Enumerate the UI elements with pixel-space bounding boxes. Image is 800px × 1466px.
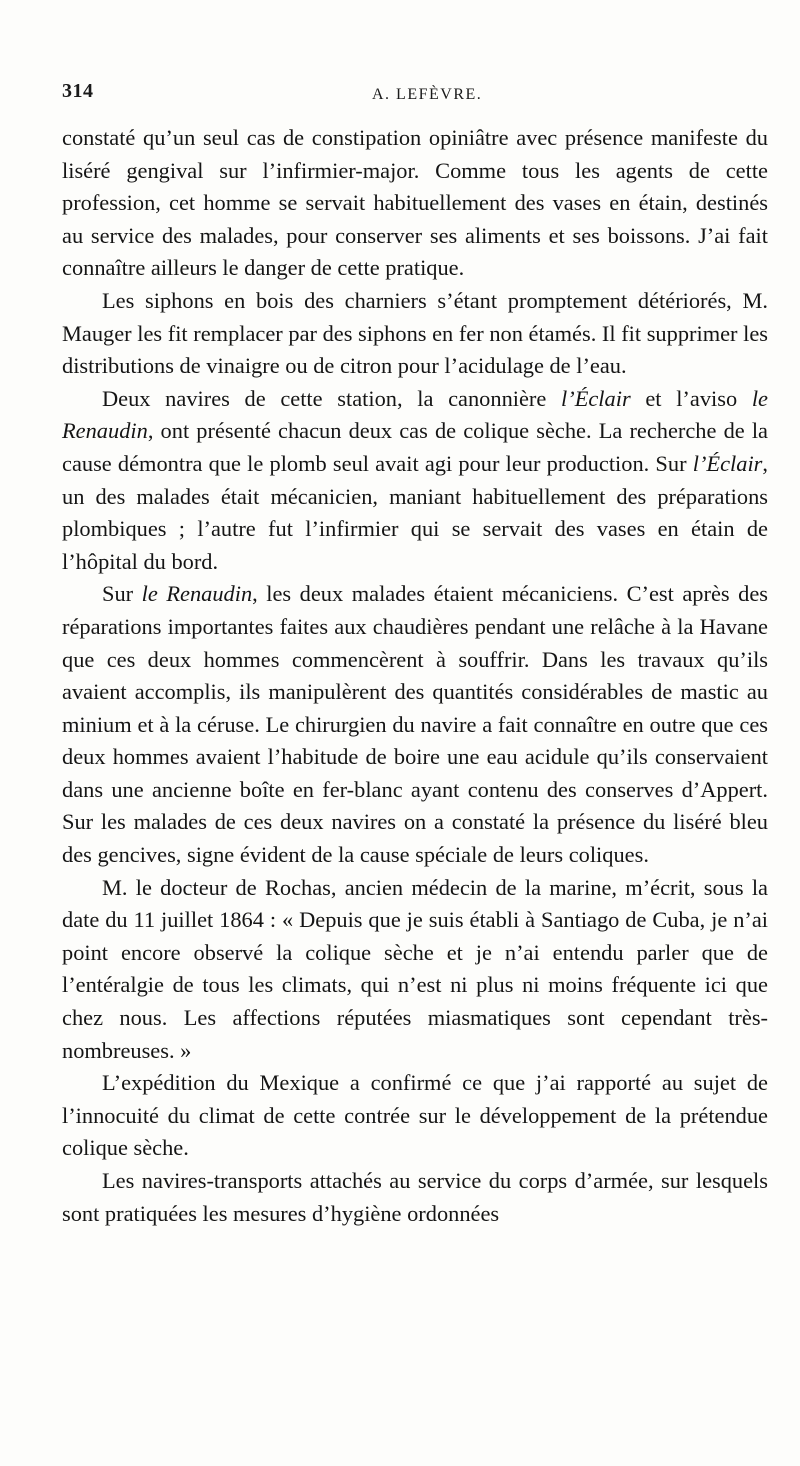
paragraph-p1 (62, 122, 768, 285)
paragraph-p5 (62, 872, 768, 1068)
text-run: Les navires-transports attachés au service du corps d’armée, sur lesquels sont pratiquées les mesures d’hygiène ordonnées (62, 1168, 768, 1226)
paragraph-p2 (62, 285, 768, 383)
text-run: , un des malades était mécanicien, maniant habituellement des préparations plombiques ; l’autre fut l’infirmier qui se servait des vases en étain de l’hôpital du bord. (62, 450, 768, 574)
text-run: , ont présenté chacun deux cas de colique sèche. La recherche de la cause démontra que le plomb seul avait agi pour leur production. Sur (62, 418, 768, 476)
paragraph-p3 (62, 383, 768, 579)
page-header (62, 80, 768, 110)
running-head: A. LEFÈVRE. (372, 86, 483, 103)
text-run: Deux navires de cette station, la canonnière (102, 385, 562, 411)
text-run: Sur (102, 581, 142, 607)
text-run: et l’aviso (630, 385, 752, 411)
italic-text: le Renaudin (141, 581, 253, 607)
paragraph-p6 (62, 1067, 768, 1165)
page-number: 314 (62, 80, 94, 102)
body-text (62, 122, 768, 1230)
text-run: M. le docteur de Rochas, ancien médecin de la marine, m’écrit, sous la date du 11 juillet 1864 : « Depuis que je suis établi à Santiago de Cuba, je n’ai point encore observé la colique sèche et je n’ai entendu parler que de l’entéralgie de tous les climats, qui n’est ni plus ni moins fréquente ici que chez nous. Les affections réputées miasmatiques sont cependant très-nombreuses. » (62, 874, 768, 1063)
italic-text: l’Éclair (561, 385, 631, 411)
text-run: L’expédition du Mexique a confirmé ce que j’ai rapporté au sujet de l’innocuité du climat de cette contrée sur le développement de la prétendue colique sèche. (62, 1070, 768, 1161)
text-run: Les siphons en bois des charniers s’étant promptement détériorés, M. Mauger les fit remplacer par des siphons en fer non étamés. Il fit supprimer les distributions de vinaigre ou de citron pour l’acidulage de l’eau. (62, 287, 768, 379)
text-run: , les deux malades étaient mécaniciens. C’est après des réparations importantes faites aux chaudières pendant une relâche à la Havane que ces deux hommes commencèrent à souffrir. Dans les travaux qu’ils avaient accomplis, ils manipulèrent des quantités considérables de mastic au minium et à la céruse. Le chirurgien du navire a fait connaître en outre que ces deux hommes avaient l’habitude de boire une eau acidule qu’ils conservaient dans une ancienne boîte en fer-blanc ayant contenu des conserves d’Appert. Sur les malades de ces deux navires on a constaté la présence du liséré bleu des gencives, signe évident de la cause spéciale de leurs coliques. (62, 581, 768, 868)
paragraph-p4 (62, 578, 768, 871)
italic-text: l’Éclair (692, 450, 763, 476)
italic-text: le Renaudin (62, 385, 768, 444)
paragraph-p7 (62, 1165, 768, 1230)
text-run: constaté qu’un seul cas de constipation opiniâtre avec présence manifeste du liséré gengival sur l’infirmier-major. Comme tous les agents de cette profession, cet homme se servait habituellement des vases en étain, destinés au service des malades, pour conserver ses aliments et ses boissons. J’ai fait connaître ailleurs le danger de cette pratique. (62, 125, 768, 281)
